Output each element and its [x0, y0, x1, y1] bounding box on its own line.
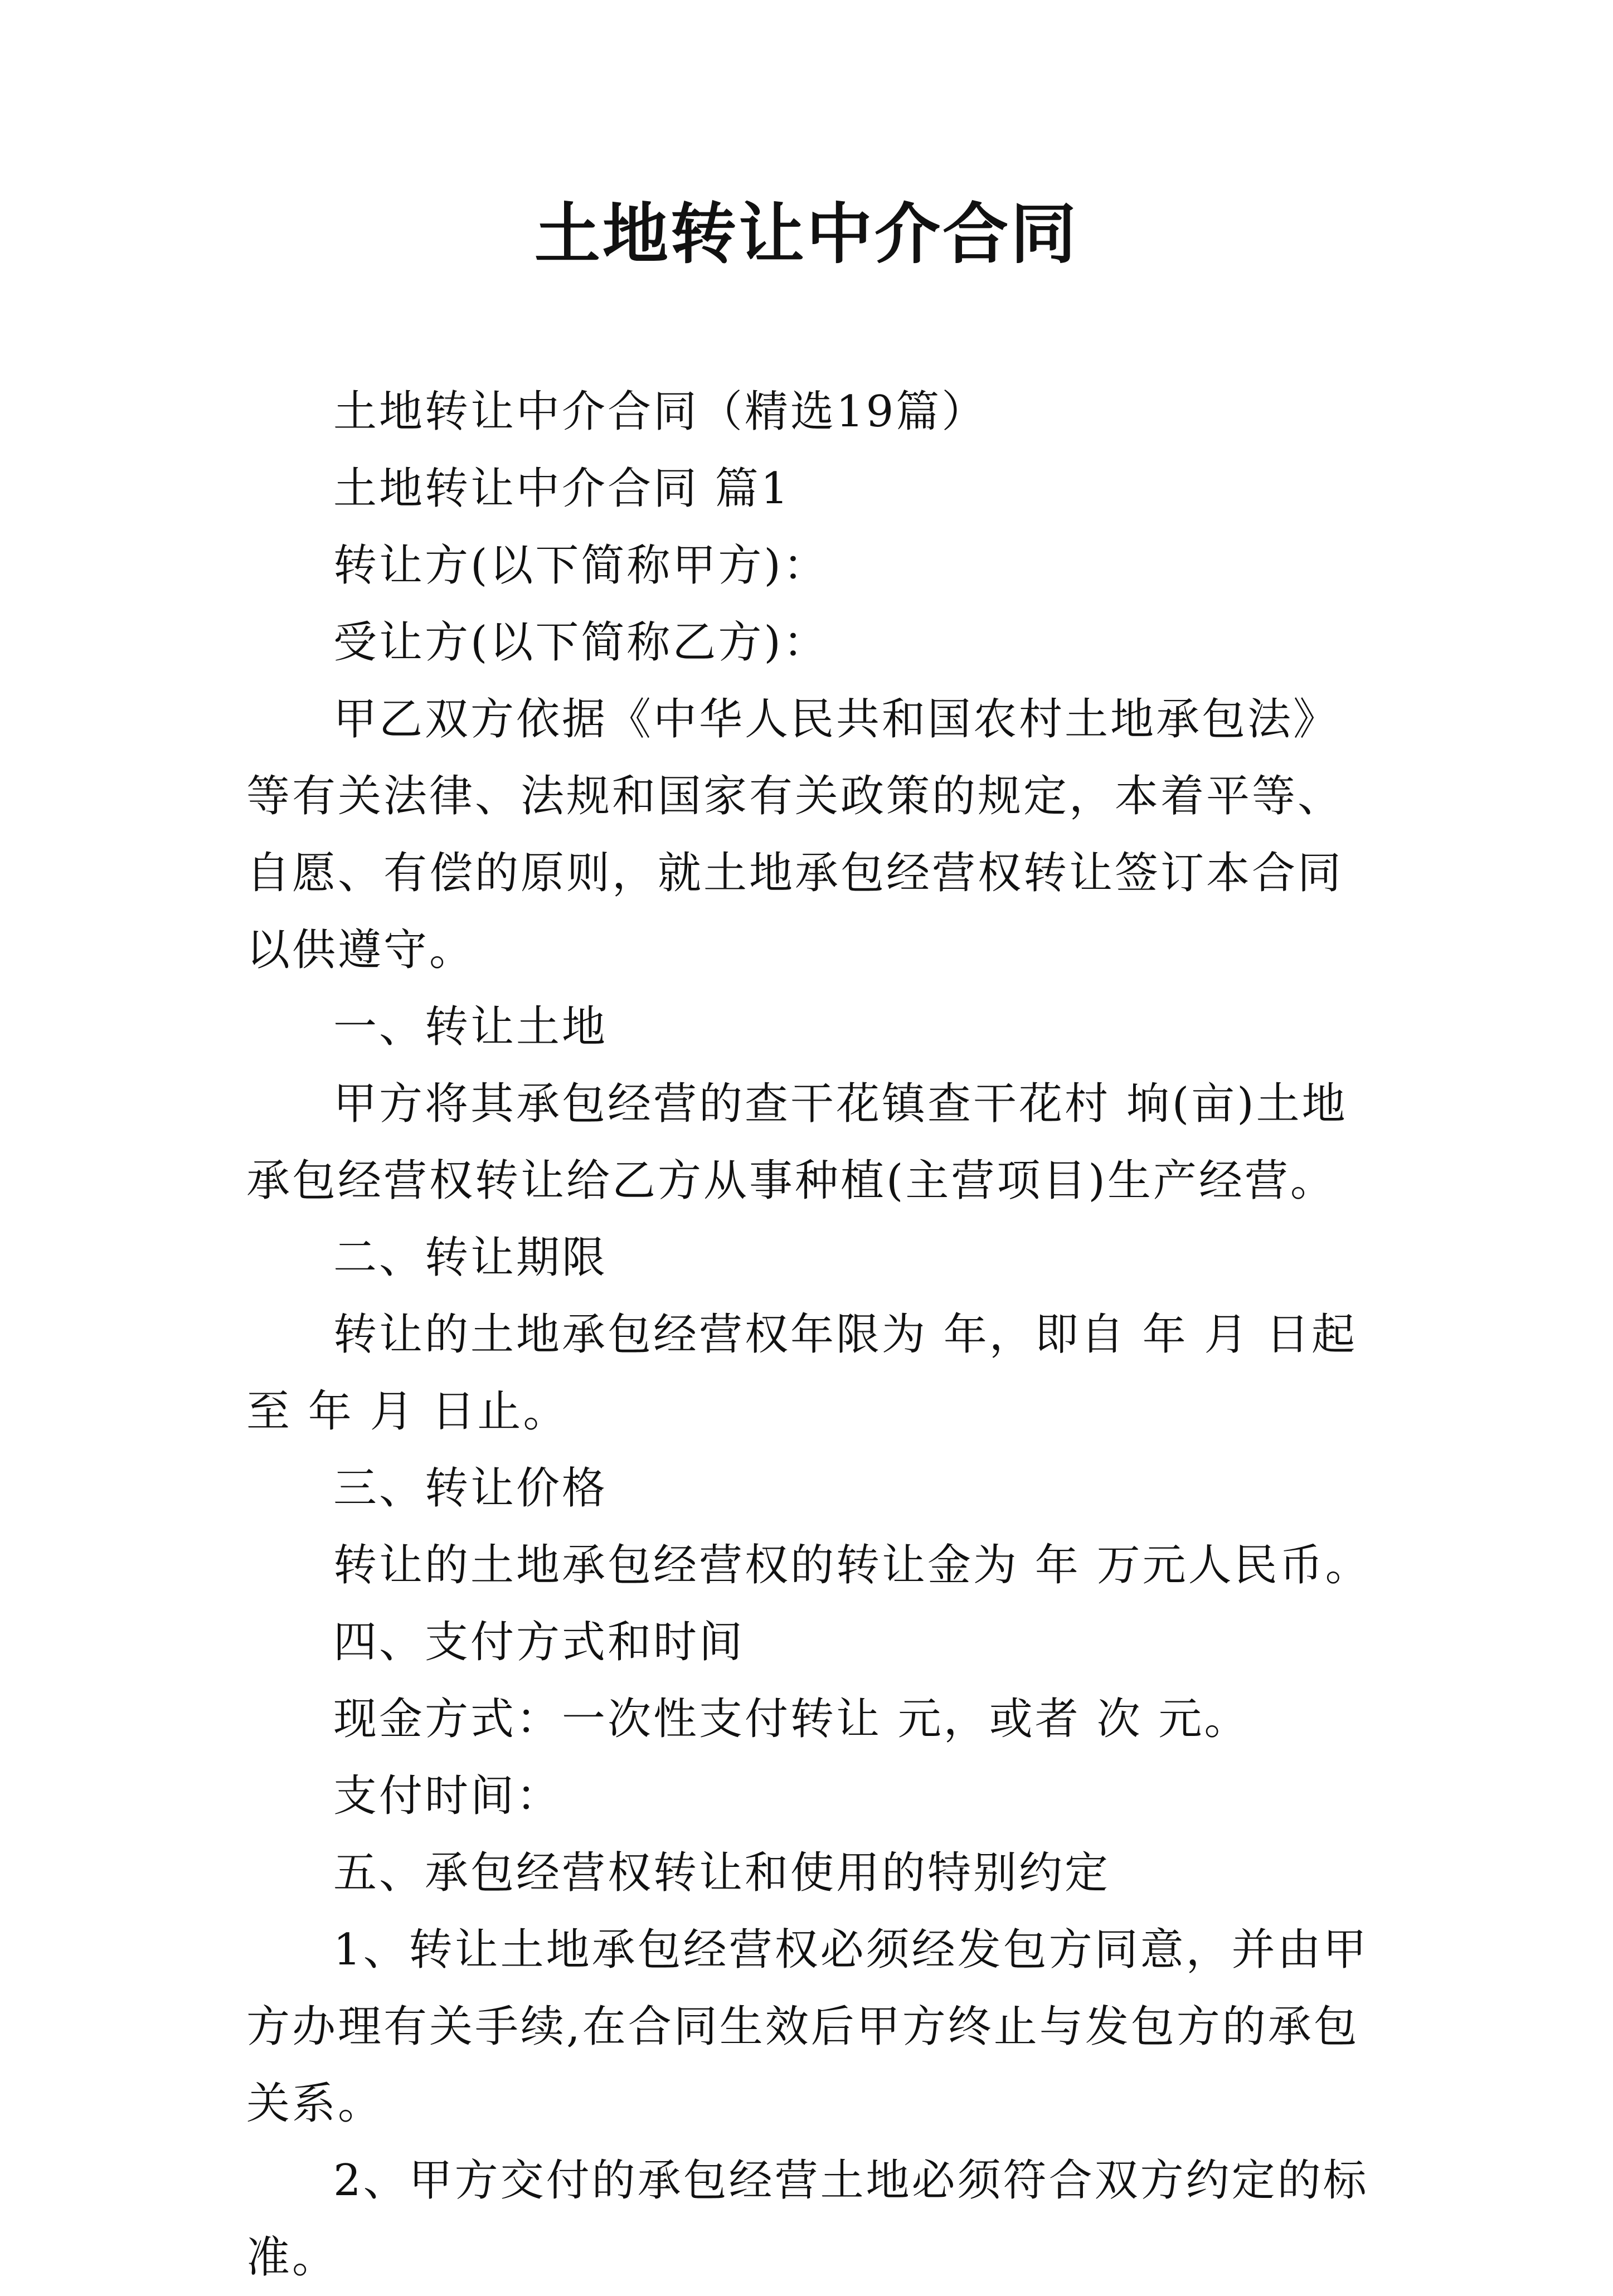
- paragraph-4: 受让方(以下简称乙方)：: [333, 617, 829, 668]
- section-heading-3: 三、转让价格: [333, 1463, 608, 1514]
- section-heading-4: 四、支付方式和时间: [333, 1617, 745, 1667]
- paragraph-11: 1、转让土地承包经营权必须经发包方同意，并由甲方办理有关手续,在合同生效后甲方终止与发包方的承包关系。: [246, 1925, 1369, 2129]
- paragraph-12: 2、甲方交付的承包经营土地必须符合双方约定的标准。: [246, 2156, 1369, 2283]
- section-heading-2: 二、转让期限: [333, 1233, 608, 1283]
- paragraph-1: 土地转让中介合同（精选19篇）: [333, 387, 988, 437]
- paragraph-8: 转让的土地承包经营权的转让金为 年 万元人民币。: [333, 1540, 1371, 1590]
- document-body: [246, 373, 1378, 2296]
- paragraph-7: 转让的土地承包经营权年限为 年，即自 年 月 日起至 年 月 日止。: [246, 1310, 1358, 1437]
- document-title: 土地转让中介合同: [534, 195, 1078, 273]
- paragraph-3: 转让方(以下简称甲方)：: [333, 541, 829, 591]
- paragraph-5: 甲乙双方依据《中华人民共和国农村土地承包法》等有关法律、法规和国家有关政策的规定，本着平等、自愿、有偿的原则，就土地承包经营权转让签订本合同以供遵守。: [246, 694, 1344, 975]
- paragraph-10: 支付时间：: [333, 1771, 562, 1821]
- paragraph-9: 现金方式：一次性支付转让 元，或者 次 元。: [333, 1694, 1250, 1744]
- section-heading-5: 五、承包经营权转让和使用的特别约定: [333, 1848, 1111, 1898]
- section-heading-1: 一、转让土地: [333, 1002, 608, 1052]
- paragraph-6: 甲方将其承包经营的查干花镇查干花村 垧(亩)土地承包经营权转让给乙方从事种植(主营项目)生产经营。: [246, 1079, 1348, 1206]
- paragraph-2: 土地转让中介合同 篇1: [333, 464, 791, 514]
